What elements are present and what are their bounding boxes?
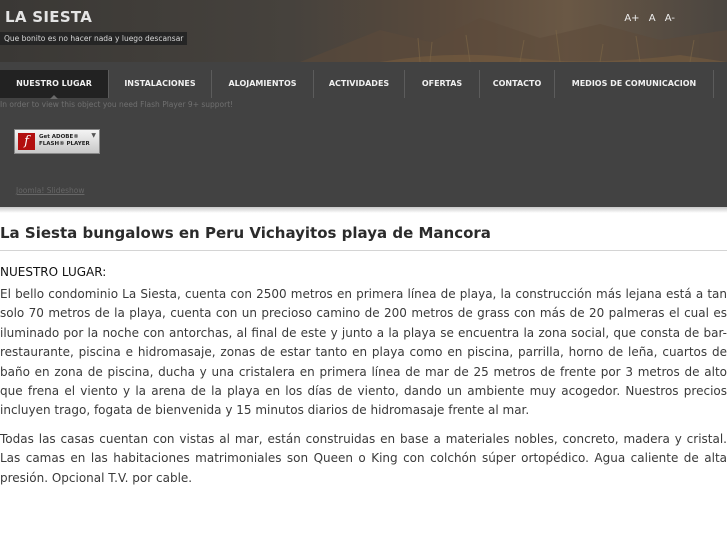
main-menu <box>0 70 714 98</box>
section-heading: NUESTRO LUGAR: <box>0 265 107 279</box>
nav-item-nuestro-lugar[interactable]: NUESTRO LUGAR <box>0 70 109 98</box>
flash-required-message: In order to view this object you need Flash Player 9+ support! <box>0 100 234 109</box>
description-paragraph-1: El bello condominio La Siesta, cuenta con 2500 metros en primera línea de playa, la construcción más lejana está a tan solo 70 metros de la playa, cuenta con un precioso camino de 200 metros de grass con más de 20 palmeras el cual es iluminado por la noche con antorchas, al final de este y junto a la playa se encuentra la zona social, que consta de bar-restaurante, piscina e hidromasaje, zonas de estar tanto en playa como en piscina, parrilla, horno de leña, cuartos de baño en zona de piscina, ducha y una cristalera en primera línea de mar de 25 metros de frente por 3 metros de alto que frena el viento y la arena de la playa en los días de viento, dando un ambiente muy acogedor. Nuestros precios incluyen trago, fogata de bienvenida y 15 minutos diarios de hidromasaje frente al mar. <box>0 287 727 418</box>
nav-item-alojamientos[interactable]: ALOJAMIENTOS <box>212 70 314 98</box>
main-content <box>0 214 727 497</box>
font-increase-button[interactable]: A+ <box>624 13 640 24</box>
header-banner <box>0 0 727 62</box>
font-decrease-button[interactable]: A- <box>664 13 675 24</box>
font-size-controls <box>618 13 675 24</box>
flash-button-label: Get ADOBE® FLASH® PLAYER <box>39 134 90 147</box>
mountain-landscape-image <box>0 0 727 62</box>
nav-item-medios-de-comunicacion[interactable]: MEDIOS DE COMUNICACION <box>555 70 714 98</box>
nav-item-contacto[interactable]: CONTACTO <box>480 70 555 98</box>
description-paragraph-2: Todas las casas cuentan con vistas al mar, están construidas en base a materiales nobles, concreto, madera y cristal. Las camas en las habitaciones matrimoniales son Queen o King con colchón súper ortopédico. Agua caliente de alta presión. Opcional T.V. por cable. <box>0 431 727 485</box>
joomla-slideshow-link[interactable]: Joomla! Slideshow <box>16 186 85 195</box>
content-divider <box>0 207 727 213</box>
navigation-area <box>0 62 727 207</box>
site-title[interactable]: LA SIESTA <box>5 8 93 26</box>
page-title: La Siesta bungalows en Peru Vichayitos playa de Mancora <box>0 214 727 251</box>
get-flash-player-button[interactable] <box>14 129 100 154</box>
site-tagline: Que bonito es no hacer nada y luego descansar <box>0 32 187 45</box>
font-reset-button[interactable]: A <box>648 13 656 24</box>
nav-item-instalaciones[interactable]: INSTALACIONES <box>109 70 212 98</box>
nav-item-actividades[interactable]: ACTIVIDADES <box>314 70 405 98</box>
flash-logo-icon: f <box>18 133 35 150</box>
nav-item-ofertas[interactable]: OFERTAS <box>405 70 480 98</box>
download-arrow-icon: ▼ <box>91 132 96 139</box>
